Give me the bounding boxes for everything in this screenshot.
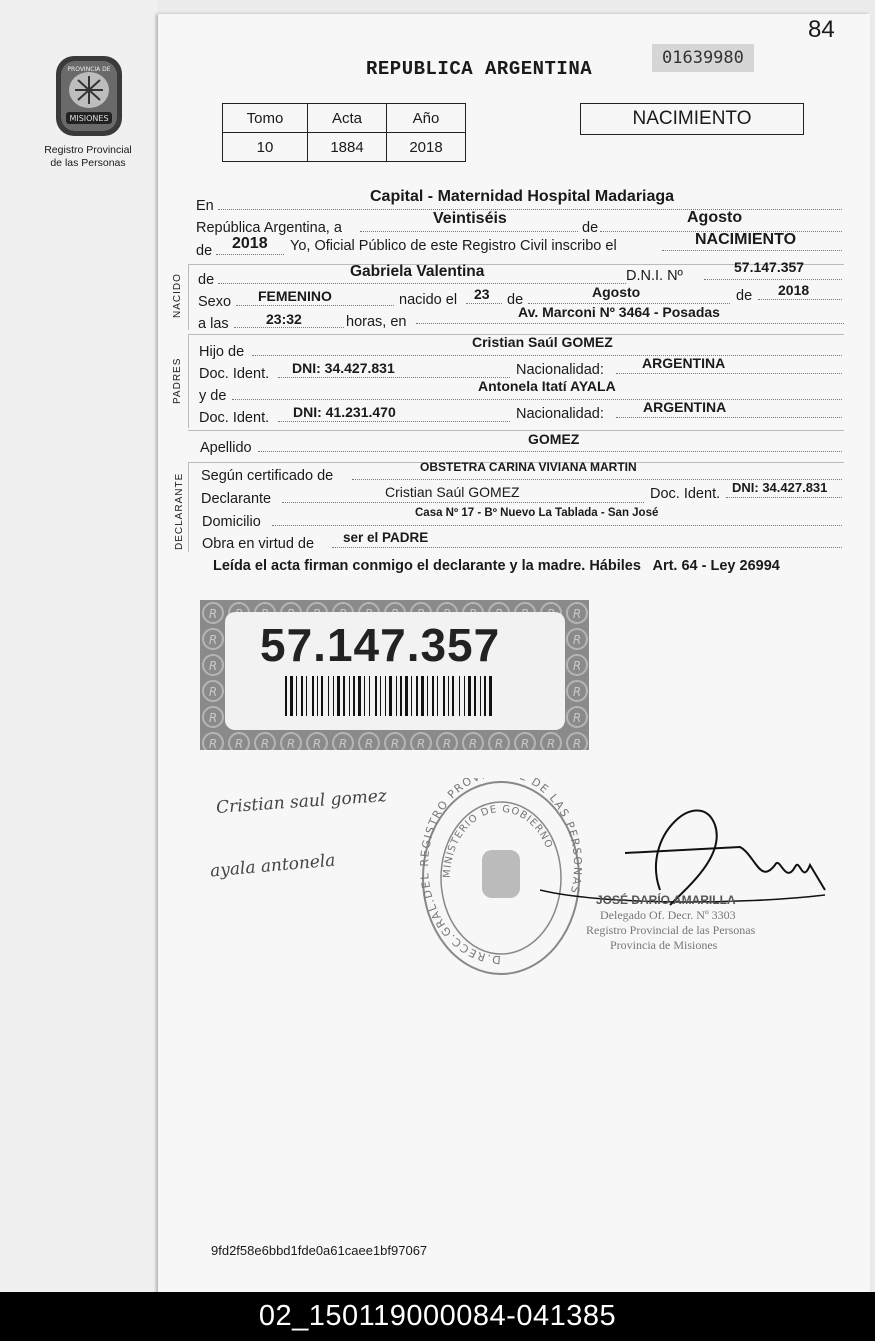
barcode-bar: [321, 676, 323, 716]
mother-nat: ARGENTINA: [643, 399, 727, 415]
birth-time: 23:32: [266, 311, 302, 327]
barcode-bar: [333, 676, 334, 716]
alas-label: a las: [198, 316, 229, 332]
footer-code: 02_150119000084-041385: [0, 1292, 875, 1341]
official-name: JOSÉ DARÍO AMARILLA: [596, 893, 736, 907]
mother-nat-label: Nacionalidad:: [516, 406, 604, 422]
barcode-bar: [416, 676, 418, 716]
value-acta: 1884: [308, 133, 387, 162]
closing-text: Leída el acta firman conmigo el declarante y la madre. Hábiles: [213, 558, 641, 574]
father-doc: DNI: 34.427.831: [292, 360, 395, 376]
barcode-bar: [301, 676, 303, 716]
seal-emblem-icon: [50, 52, 128, 140]
stamp-inner-text: MINISTERIO DE GOBIERNO: [441, 803, 555, 879]
barcode-bar: [296, 676, 297, 716]
barcode-bar: [389, 676, 392, 716]
document-hash: 9fd2f58e6bbd1fde0a61caee1bf97067: [211, 1243, 428, 1258]
stamp-ring-text: D.RECC.GRAL.DE GISTRO PRO DE LAS PER S: [420, 778, 582, 967]
header-tomo: Tomo: [223, 104, 308, 133]
child-name: Gabriela Valentina: [350, 263, 485, 280]
barcode-bar: [364, 676, 365, 716]
org-line-2: de las Personas: [50, 157, 126, 169]
barcode-bar: [459, 676, 460, 716]
document-title: REPUBLICA ARGENTINA: [366, 58, 593, 80]
value-ano: 2018: [387, 133, 466, 162]
sticker-number: 57.147.357: [260, 619, 501, 671]
barcode-bar: [405, 676, 408, 716]
father-name: Cristian Saúl GOMEZ: [472, 334, 613, 350]
barcode-bar: [400, 676, 402, 716]
act-type-box: NACIMIENTO: [580, 103, 804, 135]
decl-value: Cristian Saúl GOMEZ: [385, 484, 520, 500]
page-number: 84: [808, 16, 835, 43]
header-acta: Acta: [308, 104, 387, 133]
province-seal: [50, 52, 128, 140]
month-value: Agosto: [687, 209, 743, 226]
year-value: 2018: [232, 235, 268, 252]
header-ano: Año: [387, 104, 466, 133]
mother-doc: DNI: 41.231.470: [293, 404, 396, 420]
padres-section-label: PADRES: [172, 357, 183, 404]
signature-declarante: Cristian saul gomez: [215, 786, 388, 818]
nacido-section-label: NACIDO: [172, 273, 183, 318]
org-name: [30, 144, 146, 170]
birth-year: 2018: [778, 282, 810, 298]
yde-label: y de: [199, 388, 227, 404]
mother-name: Antonela Itatí AYALA: [478, 378, 616, 394]
barcode-bar: [328, 676, 329, 716]
birth-day: 23: [474, 286, 490, 302]
barcode-bar: [452, 676, 454, 716]
closing-statement: [213, 556, 831, 576]
barcode-bar: [437, 676, 438, 716]
barcode-bar: [396, 676, 397, 716]
svg-text:PROVINCIA DE: PROVINCIA DE: [67, 66, 111, 73]
barcode-bar: [369, 676, 370, 716]
hijo-label: Hijo de: [199, 344, 245, 360]
barcode-bar: [375, 676, 377, 716]
barcode-bar: [380, 676, 381, 716]
barcode-bar: [427, 676, 428, 716]
sexo-value: FEMENINO: [258, 288, 332, 304]
barcode-bar: [358, 676, 361, 716]
barcode-bar: [349, 676, 350, 716]
barcode-bar: [489, 676, 492, 716]
birth-place: Av. Marconi Nº 3464 - Posadas: [518, 304, 720, 320]
barcode-bar: [343, 676, 345, 716]
barcode-bar: [464, 676, 465, 716]
record-table: [222, 103, 466, 162]
barcode-bar: [421, 676, 424, 716]
child-dni: 57.147.357: [734, 259, 805, 275]
decl-doc: DNI: 34.427.831: [732, 480, 828, 495]
cert-label: Según certificado de: [201, 468, 334, 484]
apellido-label: Apellido: [200, 440, 252, 456]
cert-value: OBSTETRA CARINA VIVIANA MARTIN: [420, 460, 637, 474]
official-block: [586, 893, 756, 953]
dni-label: D.N.I. Nº: [626, 268, 683, 284]
mother-doc-label: Doc. Ident.: [199, 410, 270, 426]
dom-label: Domicilio: [202, 514, 261, 530]
barcode-bar: [317, 676, 318, 716]
obra-value: ser el PADRE: [343, 530, 429, 545]
statement-text: Yo, Oficial Público de este Registro Civil inscribo el: [290, 238, 617, 254]
act-value: NACIMIENTO: [695, 231, 797, 248]
barcode-bar: [484, 676, 486, 716]
serial-number: 01639980: [652, 44, 754, 72]
barcode: [285, 676, 495, 716]
sexo-label: Sexo: [198, 294, 232, 310]
declarante-section-label: DECLARANTE: [174, 472, 185, 550]
barcode-bar: [312, 676, 314, 716]
barcode-bar: [285, 676, 287, 716]
closing-law: Art. 64 - Ley 26994: [652, 558, 780, 574]
official-line3: Registro Provincial de las Personas: [586, 923, 756, 937]
father-nat-label: Nacionalidad:: [516, 362, 604, 378]
country-label: República Argentina, a: [196, 220, 342, 236]
dni-sticker: [200, 600, 589, 750]
nacido-de-label: de: [198, 272, 215, 288]
place-value: Capital - Maternidad Hospital Madariaga: [370, 188, 675, 205]
father-nat: ARGENTINA: [642, 355, 726, 371]
dom-value: Casa Nº 17 - Bº Nuevo La Tablada - San José: [415, 507, 659, 519]
day-value: Veintiséis: [433, 210, 507, 227]
barcode-bar: [353, 676, 355, 716]
father-doc-label: Doc. Ident.: [199, 366, 270, 382]
decl-label: Declarante: [201, 491, 272, 507]
barcode-bar: [474, 676, 476, 716]
svg-text:MISIONES: MISIONES: [69, 114, 109, 123]
de2-label: de: [196, 243, 213, 259]
signature-mother: ayala antonela: [209, 850, 337, 882]
birth-month: Agosto: [592, 284, 641, 300]
horas-label: horas, en: [346, 314, 407, 330]
barcode-bar: [480, 676, 481, 716]
nacido-de2-label: de: [507, 292, 524, 308]
nacido-el-label: nacido el: [399, 292, 458, 308]
official-line4: Provincia de Misiones: [610, 938, 718, 952]
barcode-bar: [306, 676, 307, 716]
official-line2: Delegado Of. Decr. Nº 3303: [600, 908, 736, 922]
barcode-bar: [337, 676, 340, 716]
de-label: de: [582, 220, 599, 236]
decl-doc-label: Doc. Ident.: [650, 486, 721, 502]
barcode-bar: [290, 676, 293, 716]
left-margin: [0, 0, 158, 1300]
org-line-1: Registro Provincial: [44, 144, 132, 156]
barcode-bar: [411, 676, 412, 716]
apellido-value: GOMEZ: [528, 431, 580, 447]
barcode-bar: [385, 676, 386, 716]
barcode-bar: [468, 676, 471, 716]
barcode-bar: [443, 676, 445, 716]
barcode-bar: [448, 676, 449, 716]
value-tomo: 10: [223, 133, 308, 162]
barcode-bar: [432, 676, 434, 716]
nacido-de3-label: de: [736, 288, 753, 304]
en-label: En: [196, 198, 214, 214]
obra-label: Obra en virtud de: [202, 536, 315, 552]
